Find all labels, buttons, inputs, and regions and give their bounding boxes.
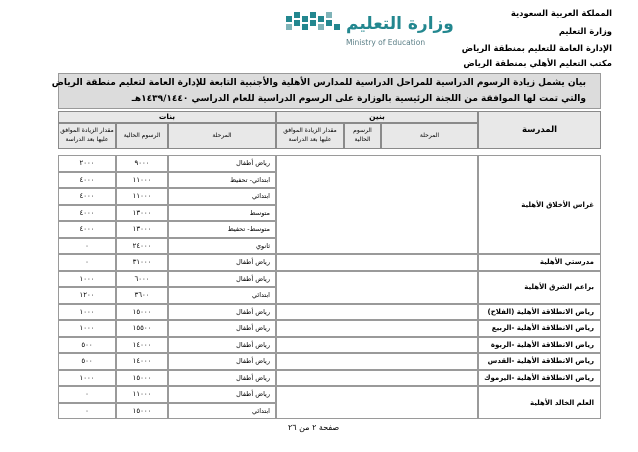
- girls-current-fee-cell: ١١٠٠٠: [116, 172, 168, 189]
- girls-stage-cell: متوسط: [168, 205, 276, 222]
- school-name: رياض الانطلاقة الأهلية -القدس: [478, 353, 601, 370]
- girls-current-fee-cell: ١١٠٠٠: [116, 386, 168, 403]
- header-country: المملكة العربية السعودية: [510, 8, 612, 18]
- girls-increase-cell: ٠: [58, 254, 116, 271]
- school-name: رياض الانطلاقة الأهلية (الفلاح): [478, 304, 601, 321]
- header-boys: بنين: [276, 111, 478, 123]
- girls-increase-cell: ٤٠٠٠: [58, 205, 116, 222]
- girls-current-fee-cell: ١٣٠٠٠: [116, 221, 168, 238]
- girls-increase-cell: ٠: [58, 386, 116, 403]
- header-office: مكتب التعليم الأهلي بمنطقة الرياض: [463, 58, 612, 68]
- boys-block: [276, 155, 478, 254]
- girls-stage-cell: ابتدائي: [168, 403, 276, 420]
- header-school: المدرسة: [478, 111, 601, 149]
- girls-increase-cell: ٤٠٠٠: [58, 221, 116, 238]
- school-name: براعم الشرق الأهلية: [478, 271, 601, 304]
- girls-current-fee-cell: ١٤٠٠٠: [116, 353, 168, 370]
- girls-increase-cell: ٤٠٠٠: [58, 172, 116, 189]
- girls-current-fee-cell: ٣١٠٠٠: [116, 254, 168, 271]
- header-girls-increase: مقدار الزيادة الموافق عليها بعد الدراسة: [58, 123, 116, 149]
- girls-current-fee-cell: ٦٠٠٠: [116, 271, 168, 288]
- boys-block: [276, 353, 478, 370]
- boys-block: [276, 254, 478, 271]
- girls-stage-cell: رياض أطفال: [168, 370, 276, 387]
- girls-increase-cell: ٠: [58, 403, 116, 420]
- boys-block: [276, 337, 478, 354]
- girls-increase-cell: ١٠٠٠: [58, 370, 116, 387]
- girls-current-fee-cell: ١٣٠٠٠: [116, 205, 168, 222]
- header-ministry: وزارة التعليم: [558, 26, 612, 36]
- girls-current-fee-cell: ٣٦٠٠: [116, 287, 168, 304]
- logo-arabic-text: وزارة التعليم: [346, 14, 454, 34]
- girls-increase-cell: ١٠٠٠: [58, 304, 116, 321]
- boys-block: [276, 386, 478, 419]
- boys-block: [276, 320, 478, 337]
- girls-increase-cell: ٥٠٠: [58, 337, 116, 354]
- school-name: مدرستي الأهلية: [478, 254, 601, 271]
- girls-increase-cell: ٢٠٠٠: [58, 155, 116, 172]
- header-girls-stage: المرحلة: [168, 123, 276, 149]
- header-boys-current: الرسوم الحالية: [344, 123, 381, 149]
- girls-stage-cell: رياض أطفال: [168, 155, 276, 172]
- girls-increase-cell: ٥٠٠: [58, 353, 116, 370]
- girls-stage-cell: رياض أطفال: [168, 386, 276, 403]
- girls-stage-cell: رياض أطفال: [168, 304, 276, 321]
- boys-block: [276, 271, 478, 304]
- girls-stage-cell: رياض أطفال: [168, 254, 276, 271]
- school-name: غراس الأخلاق الأهلية: [478, 155, 601, 254]
- school-name: رياض الانطلاقة الأهلية -الربوة: [478, 337, 601, 354]
- header-girls: بنات: [58, 111, 276, 123]
- girls-stage-cell: رياض أطفال: [168, 337, 276, 354]
- header-boys-stage: المرحلة: [381, 123, 478, 149]
- girls-increase-cell: ٠: [58, 238, 116, 255]
- header-directorate: الإدارة العامة للتعليم بمنطقة الرياض: [461, 43, 612, 53]
- girls-increase-cell: ٤٠٠٠: [58, 188, 116, 205]
- fees-table: [58, 111, 601, 417]
- girls-current-fee-cell: ١٤٠٠٠: [116, 337, 168, 354]
- header-boys-increase: مقدار الزيادة الموافق عليها بعد الدراسة: [276, 123, 344, 149]
- girls-current-fee-cell: ١١٠٠٠: [116, 188, 168, 205]
- girls-current-fee-cell: ١٥٥٠٠: [116, 320, 168, 337]
- girls-stage-cell: ثانوي: [168, 238, 276, 255]
- school-name: رياض الانطلاقة الأهلية -اليرموك: [478, 370, 601, 387]
- girls-stage-cell: رياض أطفال: [168, 320, 276, 337]
- school-name: العلم الخالد الأهلية: [478, 386, 601, 419]
- girls-current-fee-cell: ١٥٠٠٠: [116, 370, 168, 387]
- girls-current-fee-cell: ١٥٠٠٠: [116, 304, 168, 321]
- title-line-1: بيان يشمل زيادة الرسوم الدراسية للمراحل الدراسية للمدارس الأهلية والأجنبية التابعة للإدارة العامة لتعليم منطقة الرياض: [51, 78, 586, 88]
- header-girls-current: الرسوم الحالية: [116, 123, 168, 149]
- title-box: [51, 73, 601, 109]
- title-line-2: والتي تمت لها الموافقة من اللجنة الرئيسية بالوزارة على الرسوم الدراسية للعام الدراسي ١٤٣٩/١٤٤٠هـ: [131, 94, 586, 104]
- girls-increase-cell: ١٢٠٠: [58, 287, 116, 304]
- girls-stage-cell: ابتدائي: [168, 188, 276, 205]
- girls-stage-cell: رياض أطفال: [168, 271, 276, 288]
- girls-increase-cell: ١٠٠٠: [58, 271, 116, 288]
- boys-block: [276, 370, 478, 387]
- school-name: رياض الانطلاقة الأهلية -الربيع: [478, 320, 601, 337]
- logo-english-text: Ministry of Education: [346, 38, 426, 47]
- girls-increase-cell: ١٠٠٠: [58, 320, 116, 337]
- girls-current-fee-cell: ٢٤٠٠٠: [116, 238, 168, 255]
- girls-stage-cell: ابتدائي: [168, 287, 276, 304]
- girls-stage-cell: ابتدائي- تحفيظ: [168, 172, 276, 189]
- boys-block: [276, 304, 478, 321]
- girls-stage-cell: متوسط- تحفيظ: [168, 221, 276, 238]
- page-number: صفحة ٢ من ٢٦: [288, 423, 340, 432]
- girls-current-fee-cell: ٩٠٠٠: [116, 155, 168, 172]
- girls-stage-cell: رياض أطفال: [168, 353, 276, 370]
- girls-current-fee-cell: ١٥٠٠٠: [116, 403, 168, 420]
